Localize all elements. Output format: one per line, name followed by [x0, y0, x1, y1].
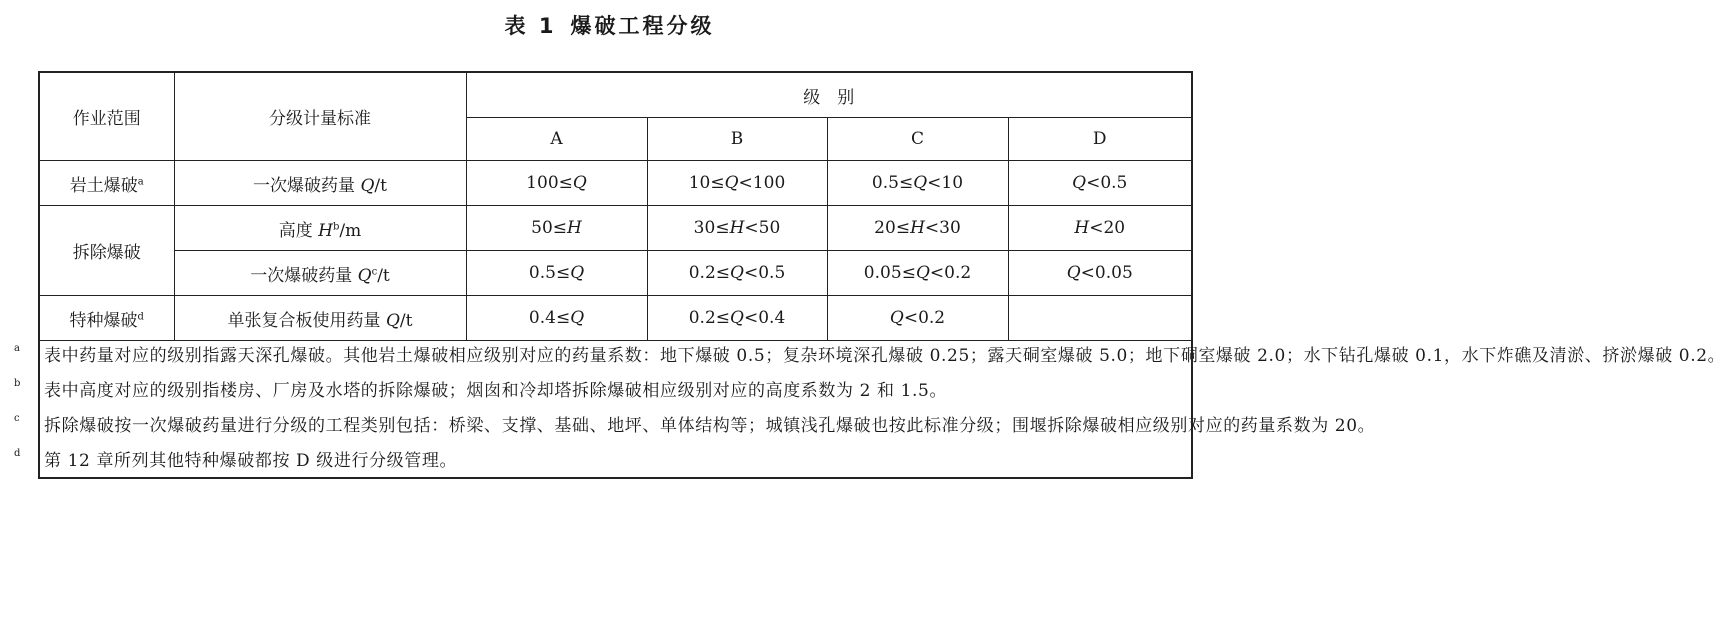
- table-row: [39, 296, 1192, 341]
- level-d-cell: [1008, 296, 1192, 341]
- level-a-cell: 50≤H: [466, 206, 647, 251]
- standard-footnote-mark: c: [371, 265, 378, 277]
- footnote-mark: b: [14, 378, 21, 389]
- level-b-cell: 30≤H<50: [647, 206, 827, 251]
- scope-cell: [39, 296, 174, 341]
- standard-cell: [174, 296, 466, 341]
- footnote-a: [14, 341, 1725, 372]
- standard-text: 一次爆破药量: [253, 175, 361, 196]
- standard-variable: Q: [360, 175, 375, 196]
- standard-cell: [174, 251, 466, 296]
- footnote-text: 表中药量对应的级别指露天深孔爆破。其他岩土爆破相应级别对应的药量系数：地下爆破 0.5；复杂环境深孔爆破 0.25；露天硐室爆破 5.0；地下硐室爆破 2.0；水下钻孔爆破 0.1，水下炸礁及清淤、挤淤爆破 0.2。: [44, 346, 1725, 366]
- scope-footnote-mark: d: [137, 310, 144, 322]
- header-level-d: D: [1008, 118, 1192, 161]
- level-a-cell: 100≤Q: [466, 161, 647, 206]
- scope-text: 特种爆破: [69, 310, 138, 331]
- footnote-text: 表中高度对应的级别指楼房、厂房及水塔的拆除爆破；烟囱和冷却塔拆除爆破相应级别对应的高度系数为 2 和 1.5。: [44, 381, 948, 401]
- level-a-cell: 0.5≤Q: [466, 251, 647, 296]
- header-level-b: B: [647, 118, 827, 161]
- level-a-cell: 0.4≤Q: [466, 296, 647, 341]
- header-standard: 分级计量标准: [174, 72, 466, 161]
- level-c-cell: Q<0.2: [827, 296, 1008, 341]
- table-row: [39, 161, 1192, 206]
- table-row: [39, 251, 1192, 296]
- table-row: [39, 206, 1192, 251]
- scope-cell: [39, 161, 174, 206]
- header-scope: 作业范围: [39, 72, 174, 161]
- standard-variable: H: [318, 220, 333, 241]
- level-c-cell: 0.05≤Q<0.2: [827, 251, 1008, 296]
- level-c-cell: 0.5≤Q<10: [827, 161, 1008, 206]
- standard-cell: [174, 161, 466, 206]
- footnote-mark: c: [14, 413, 20, 424]
- level-b-cell: 0.2≤Q<0.5: [647, 251, 827, 296]
- footnote-c: [14, 411, 1376, 442]
- header-level: 级 别: [466, 72, 1192, 118]
- standard-variable: Q: [357, 265, 372, 286]
- standard-variable: Q: [385, 310, 400, 331]
- classification-table: [14, 71, 1725, 479]
- footnote-text: 第 12 章所列其他特种爆破都按 D 级进行分级管理。: [44, 451, 458, 471]
- level-c-cell: 20≤H<30: [827, 206, 1008, 251]
- header-level-a: A: [466, 118, 647, 161]
- footnote-mark: d: [14, 448, 21, 459]
- level-d-cell: H<20: [1008, 206, 1192, 251]
- scope-cell: [39, 206, 174, 296]
- standard-footnote-mark: b: [332, 220, 340, 232]
- scope-text: 岩土爆破: [69, 175, 138, 196]
- standard-text: 单张复合板使用药量: [227, 310, 386, 331]
- standard-unit: /t: [377, 265, 390, 286]
- scope-footnote-mark: a: [137, 175, 144, 187]
- level-d-cell: Q<0.05: [1008, 251, 1192, 296]
- standard-unit: /m: [339, 220, 362, 241]
- standard-unit: /t: [399, 310, 413, 331]
- standard-cell: [174, 206, 466, 251]
- table-number: 表 1: [504, 14, 557, 38]
- level-d-cell: Q<0.5: [1008, 161, 1192, 206]
- standard-unit: /t: [374, 175, 387, 196]
- table-title: [0, 10, 1219, 40]
- header-level-c: C: [827, 118, 1008, 161]
- footnotes-row: [39, 341, 1192, 479]
- footnote-d: [14, 446, 1187, 477]
- footnotes-cell: [14, 341, 1725, 479]
- standard-text: 一次爆破药量: [250, 265, 358, 286]
- level-b-cell: 10≤Q<100: [647, 161, 827, 206]
- header-row-1: [39, 72, 1192, 118]
- footnote-text: 拆除爆破按一次爆破药量进行分级的工程类别包括：桥梁、支撑、基础、地坪、单体结构等；城镇浅孔爆破也按此标准分级；围堰拆除爆破相应级别对应的药量系数为 20。: [44, 416, 1376, 436]
- footnote-mark: a: [14, 343, 20, 354]
- scope-text: 拆除爆破: [72, 243, 141, 263]
- footnote-b: [14, 376, 1187, 407]
- standard-text: 高度: [278, 220, 319, 241]
- level-b-cell: 0.2≤Q<0.4: [647, 296, 827, 341]
- table-caption: 爆破工程分级: [570, 14, 715, 38]
- classification-table-wrapper: [14, 71, 1725, 479]
